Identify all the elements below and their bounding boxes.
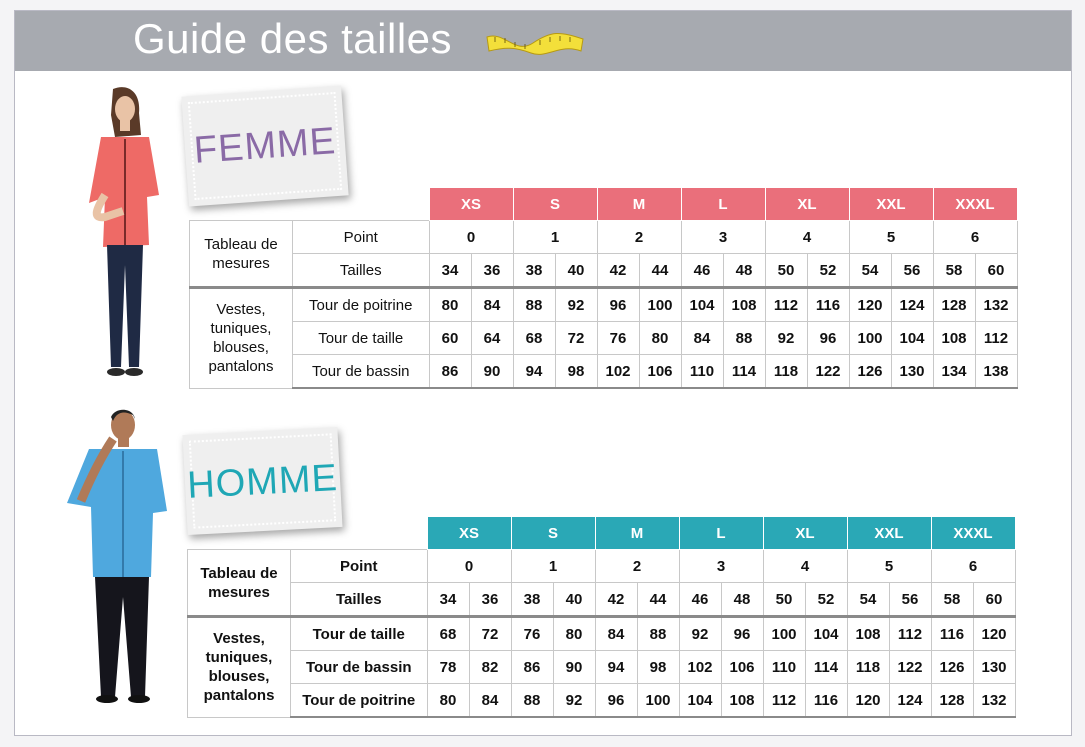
- homme-point-cell: 2: [595, 550, 679, 583]
- femme-value-cell: 128: [933, 288, 975, 322]
- femme-size-m: M: [597, 188, 681, 221]
- femme-point-cell: 0: [429, 221, 513, 254]
- homme-value-cell: 104: [805, 617, 847, 651]
- femme-value-cell: 90: [471, 355, 513, 389]
- homme-measure-row: [188, 651, 1016, 684]
- femme-measure-group: Tableau de mesures: [190, 221, 293, 288]
- homme-taille-cell: 58: [931, 583, 973, 617]
- homme-taille-cell: 34: [427, 583, 469, 617]
- femme-row-label: Tour de taille: [293, 322, 430, 355]
- femme-value-cell: 106: [639, 355, 681, 389]
- homme-value-cell: 112: [763, 684, 805, 718]
- femme-value-cell: 122: [807, 355, 849, 389]
- homme-value-cell: 88: [637, 617, 679, 651]
- homme-value-cell: 96: [721, 617, 763, 651]
- homme-value-cell: 106: [721, 651, 763, 684]
- homme-value-cell: 116: [805, 684, 847, 718]
- femme-taille-cell: 48: [723, 254, 765, 288]
- homme-taille-cell: 46: [679, 583, 721, 617]
- homme-point-label: Point: [291, 550, 428, 583]
- femme-size-table: [189, 187, 1018, 389]
- homme-size-xxl: XXL: [847, 517, 931, 550]
- homme-label: HOMME: [186, 457, 339, 507]
- homme-garment-group: Vestes, tuniques, blouses, pantalons: [188, 617, 291, 718]
- measuring-tape-icon: [485, 29, 585, 59]
- homme-tailles-row: [188, 583, 1016, 617]
- femme-label: FEMME: [192, 120, 338, 172]
- femme-value-cell: 138: [975, 355, 1017, 389]
- femme-value-cell: 102: [597, 355, 639, 389]
- femme-value-cell: 84: [471, 288, 513, 322]
- femme-value-cell: 60: [429, 322, 471, 355]
- femme-taille-cell: 40: [555, 254, 597, 288]
- homme-size-l: L: [679, 517, 763, 550]
- homme-point-cell: 4: [763, 550, 847, 583]
- femme-taille-cell: 58: [933, 254, 975, 288]
- femme-row-label: Tour de poitrine: [293, 288, 430, 322]
- homme-value-cell: 130: [973, 651, 1015, 684]
- femme-value-cell: 84: [681, 322, 723, 355]
- femme-point-cell: 3: [681, 221, 765, 254]
- homme-value-cell: 92: [553, 684, 595, 718]
- homme-taille-cell: 38: [511, 583, 553, 617]
- homme-value-cell: 112: [889, 617, 931, 651]
- homme-value-cell: 108: [847, 617, 889, 651]
- homme-value-cell: 122: [889, 651, 931, 684]
- homme-value-cell: 100: [763, 617, 805, 651]
- femme-taille-cell: 34: [429, 254, 471, 288]
- femme-taille-cell: 46: [681, 254, 723, 288]
- homme-point-cell: 6: [931, 550, 1015, 583]
- homme-value-cell: 84: [469, 684, 511, 718]
- femme-value-cell: 92: [555, 288, 597, 322]
- femme-value-cell: 104: [681, 288, 723, 322]
- homme-value-cell: 102: [679, 651, 721, 684]
- homme-value-cell: 82: [469, 651, 511, 684]
- homme-value-cell: 110: [763, 651, 805, 684]
- femme-size-xs: XS: [429, 188, 513, 221]
- homme-size-m: M: [595, 517, 679, 550]
- femme-point-cell: 2: [597, 221, 681, 254]
- femme-value-cell: 130: [891, 355, 933, 389]
- homme-taille-cell: 60: [973, 583, 1015, 617]
- homme-value-cell: 98: [637, 651, 679, 684]
- femme-value-cell: 114: [723, 355, 765, 389]
- femme-point-label: Point: [293, 221, 430, 254]
- femme-taille-cell: 52: [807, 254, 849, 288]
- femme-taille-cell: 60: [975, 254, 1017, 288]
- femme-point-row: [190, 221, 1018, 254]
- homme-value-cell: 132: [973, 684, 1015, 718]
- femme-value-cell: 124: [891, 288, 933, 322]
- homme-value-cell: 104: [679, 684, 721, 718]
- femme-value-cell: 94: [513, 355, 555, 389]
- femme-value-cell: 112: [975, 322, 1017, 355]
- femme-measure-row: [190, 322, 1018, 355]
- homme-size-table: [187, 516, 1016, 718]
- femme-value-cell: 64: [471, 322, 513, 355]
- homme-taille-cell: 48: [721, 583, 763, 617]
- page-title: Guide des tailles: [133, 15, 453, 62]
- homme-point-cell: 0: [427, 550, 511, 583]
- homme-taille-cell: 40: [553, 583, 595, 617]
- homme-value-cell: 114: [805, 651, 847, 684]
- homme-value-cell: 88: [511, 684, 553, 718]
- homme-value-cell: 100: [637, 684, 679, 718]
- femme-taille-cell: 44: [639, 254, 681, 288]
- homme-taille-cell: 52: [805, 583, 847, 617]
- homme-point-cell: 5: [847, 550, 931, 583]
- homme-value-cell: 126: [931, 651, 973, 684]
- homme-size-xl: XL: [763, 517, 847, 550]
- header-bar: [15, 11, 1071, 71]
- femme-size-l: L: [681, 188, 765, 221]
- homme-size-xs: XS: [427, 517, 511, 550]
- homme-taille-cell: 42: [595, 583, 637, 617]
- femme-value-cell: 100: [639, 288, 681, 322]
- size-guide-panel: [14, 10, 1072, 736]
- femme-taille-cell: 36: [471, 254, 513, 288]
- homme-value-cell: 94: [595, 651, 637, 684]
- homme-value-cell: 116: [931, 617, 973, 651]
- femme-point-cell: 1: [513, 221, 597, 254]
- femme-value-cell: 80: [639, 322, 681, 355]
- femme-value-cell: 88: [513, 288, 555, 322]
- homme-taille-cell: 56: [889, 583, 931, 617]
- femme-value-cell: 132: [975, 288, 1017, 322]
- femme-taille-cell: 54: [849, 254, 891, 288]
- femme-value-cell: 96: [597, 288, 639, 322]
- femme-value-cell: 126: [849, 355, 891, 389]
- homme-row-label: Tour de taille: [291, 617, 428, 651]
- femme-value-cell: 120: [849, 288, 891, 322]
- homme-value-cell: 86: [511, 651, 553, 684]
- femme-size-xxxl: XXXL: [933, 188, 1017, 221]
- femme-size-xxl: XXL: [849, 188, 933, 221]
- femme-value-cell: 68: [513, 322, 555, 355]
- homme-value-cell: 68: [427, 617, 469, 651]
- woman-model-image: [75, 85, 175, 385]
- homme-taille-cell: 36: [469, 583, 511, 617]
- femme-measure-row: [190, 288, 1018, 322]
- femme-taille-cell: 50: [765, 254, 807, 288]
- femme-value-cell: 88: [723, 322, 765, 355]
- femme-taille-cell: 56: [891, 254, 933, 288]
- homme-tailles-label: Tailles: [291, 583, 428, 617]
- homme-value-cell: 80: [553, 617, 595, 651]
- homme-taille-cell: 54: [847, 583, 889, 617]
- homme-value-cell: 120: [973, 617, 1015, 651]
- homme-value-cell: 118: [847, 651, 889, 684]
- homme-value-cell: 84: [595, 617, 637, 651]
- femme-measure-row: [190, 355, 1018, 389]
- femme-value-cell: 98: [555, 355, 597, 389]
- homme-value-cell: 120: [847, 684, 889, 718]
- femme-value-cell: 72: [555, 322, 597, 355]
- femme-point-cell: 5: [849, 221, 933, 254]
- homme-size-header-row: [188, 517, 1016, 550]
- femme-size-header-row: [190, 188, 1018, 221]
- femme-tailles-row: [190, 254, 1018, 288]
- homme-value-cell: 76: [511, 617, 553, 651]
- homme-row-label: Tour de poitrine: [291, 684, 428, 718]
- femme-value-cell: 108: [723, 288, 765, 322]
- homme-measure-group: Tableau de mesures: [188, 550, 291, 617]
- homme-point-cell: 1: [511, 550, 595, 583]
- femme-value-cell: 100: [849, 322, 891, 355]
- femme-value-cell: 116: [807, 288, 849, 322]
- femme-value-cell: 96: [807, 322, 849, 355]
- homme-point-cell: 3: [679, 550, 763, 583]
- homme-row-label: Tour de bassin: [291, 651, 428, 684]
- femme-value-cell: 108: [933, 322, 975, 355]
- man-model-image: [61, 407, 171, 707]
- femme-value-cell: 76: [597, 322, 639, 355]
- femme-value-cell: 118: [765, 355, 807, 389]
- femme-row-label: Tour de bassin: [293, 355, 430, 389]
- homme-value-cell: 72: [469, 617, 511, 651]
- homme-measure-row: [188, 617, 1016, 651]
- femme-value-cell: 86: [429, 355, 471, 389]
- homme-value-cell: 80: [427, 684, 469, 718]
- homme-value-cell: 90: [553, 651, 595, 684]
- homme-taille-cell: 44: [637, 583, 679, 617]
- femme-tailles-label: Tailles: [293, 254, 430, 288]
- homme-size-s: S: [511, 517, 595, 550]
- femme-taille-cell: 38: [513, 254, 555, 288]
- femme-point-cell: 4: [765, 221, 849, 254]
- femme-value-cell: 134: [933, 355, 975, 389]
- femme-garment-group: Vestes, tuniques, blouses, pantalons: [190, 288, 293, 389]
- femme-taille-cell: 42: [597, 254, 639, 288]
- homme-value-cell: 128: [931, 684, 973, 718]
- femme-value-cell: 92: [765, 322, 807, 355]
- homme-value-cell: 108: [721, 684, 763, 718]
- homme-value-cell: 96: [595, 684, 637, 718]
- femme-size-s: S: [513, 188, 597, 221]
- homme-measure-row: [188, 684, 1016, 718]
- femme-point-cell: 6: [933, 221, 1017, 254]
- femme-value-cell: 104: [891, 322, 933, 355]
- homme-size-xxxl: XXXL: [931, 517, 1015, 550]
- homme-value-cell: 92: [679, 617, 721, 651]
- femme-size-xl: XL: [765, 188, 849, 221]
- homme-value-cell: 78: [427, 651, 469, 684]
- homme-value-cell: 124: [889, 684, 931, 718]
- femme-value-cell: 80: [429, 288, 471, 322]
- femme-value-cell: 112: [765, 288, 807, 322]
- homme-taille-cell: 50: [763, 583, 805, 617]
- femme-value-cell: 110: [681, 355, 723, 389]
- homme-point-row: [188, 550, 1016, 583]
